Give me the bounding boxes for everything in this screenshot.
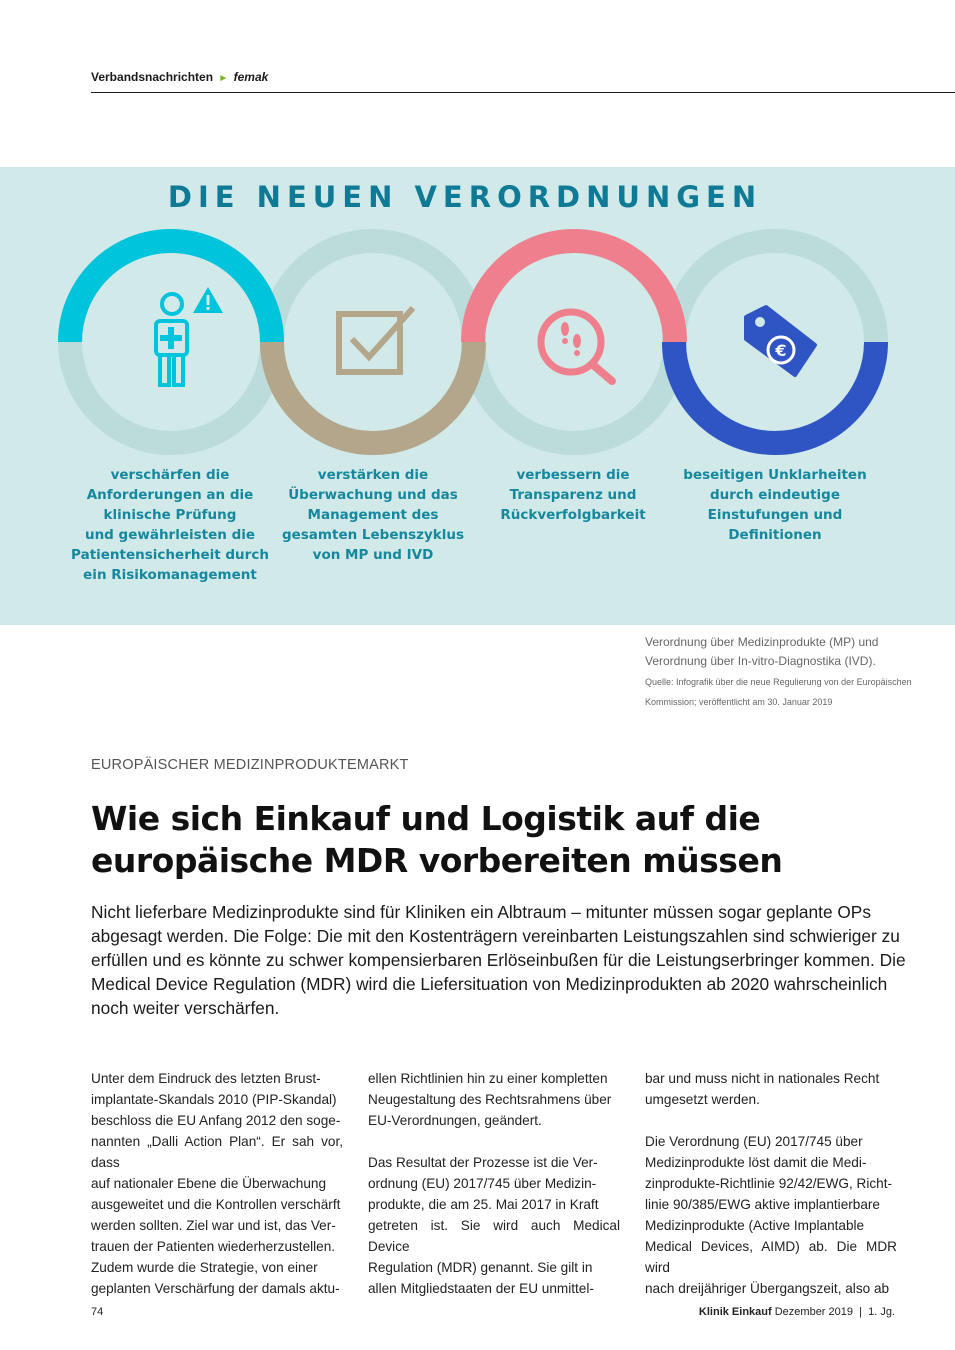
checkbox-icon <box>339 308 413 372</box>
article-column-1 <box>91 1068 343 1320</box>
paragraph: Die Verordnung (EU) 2017/745 über Medizinprodukte löst damit die Medi- zinprodukte-Richtlinie 92/42/EWG, Richt- linie 90/385/EWG aktive implantierbare Medizinprodukte (Active Implantable Medical Devices, AIMD) ab. Die MDR wird nach dreijähriger Übergangszeit, also ab <box>645 1134 897 1296</box>
article-column-2 <box>368 1068 620 1320</box>
caption-definitions: beseitigen Unklarheiten durch eindeutige Einstufungen und Definitionen <box>683 467 867 543</box>
source-description: Verordnung über Medizinprodukte (MP) und Verordnung über In-vitro-Diagnostika (IVD). <box>645 635 879 668</box>
section-label: Verbandsnachrichten <box>91 70 214 84</box>
ring-arc-cyan <box>70 241 272 342</box>
journal-name: Klinik Einkauf <box>698 1306 772 1318</box>
paragraph: bar und muss nicht in nationales Recht umgesetzt werden. <box>645 1071 880 1107</box>
triangle-right-icon: ► <box>218 73 229 84</box>
ring-arc-pink <box>473 241 675 342</box>
paragraph: Das Resultat der Prozesse ist die Ver- ordnung (EU) 2017/745 über Medizin- produkte, die am 25. Mai 2017 in Kraft getreten ist. Sie wird auch Medical Device Regulation (MDR) genannt. Sie gilt in allen Mitgliedstaaten der EU unmittel- <box>368 1155 620 1296</box>
patient-warning-icon <box>156 287 223 385</box>
infographic-rings <box>0 167 955 467</box>
article-kicker: EUROPÄISCHER MEDIZINPRODUKTEMARKT <box>91 757 409 773</box>
issue-info: Dezember 2019 | 1. Jg. <box>774 1306 895 1318</box>
svg-text:€: € <box>775 341 787 360</box>
caption-clinical-testing: verschärfen die Anforderungen an die klinische Prüfung und gewährleisten die Patientensicherheit durch ein Risikomanagement <box>71 467 269 583</box>
subsection-label: femak <box>233 70 269 84</box>
source-credit: Quelle: Infografik über die neue Regulierung von der Europäischen Kommission; veröffentlicht am 30. Januar 2019 <box>645 677 912 707</box>
infographic-source <box>645 633 915 712</box>
magnifier-footprints-icon <box>541 312 612 381</box>
page-number: 74 <box>91 1306 104 1318</box>
journal-footer <box>699 1306 895 1318</box>
header-divider <box>91 92 955 93</box>
article-lead: Nicht lieferbare Medizinprodukte sind für Kliniken ein Albtraum – mitunter müssen sogar geplante OPs abgesagt werden. Die Folge: Die mit den Kostenträgern vereinbarten Leistungszahlen sind schwieriger zu erfüllen und es könnte zu schwer kompensierbaren Erlöseinbußen für die Leistungserbringer kommen. Die Medical Device Regulation (MDR) wird die Liefersituation von Medizinprodukten ab 2020 wahrscheinlich noch weiter verschärfen. <box>91 902 906 1018</box>
running-header <box>91 70 268 84</box>
article-column-3 <box>645 1068 897 1320</box>
article-title: Wie sich Einkauf und Logistik auf die europäische MDR vorbereiten müssen <box>91 799 783 880</box>
euro-tag-icon <box>746 307 815 375</box>
infographic-title: DIE NEUEN VERORDNUNGEN <box>167 180 763 214</box>
paragraph: ellen Richtlinien hin zu einer kompletten Neugestaltung des Rechtsrahmens über EU-Verordnungen, geändert. <box>368 1071 612 1128</box>
ring-arc-taupe <box>272 342 474 443</box>
paragraph: Unter dem Eindruck des letzten Brust- implantate-Skandals 2010 (PIP-Skandal) beschloss die EU Anfang 2012 den soge- nannten „Dalli Action Plan“. Er sah vor, dass auf nationaler Ebene die Überwachung ausgeweitet und die Kontrollen verschärft werden sollten. Ziel war und ist, das Ver- trauen der Patienten wiederherzustellen. Zudem wurde die Strategie, von einer geplanten Verschärfung der damals aktu- <box>91 1071 343 1296</box>
caption-transparency: verbessern die Transparenz und Rückverfolgbarkeit <box>500 467 646 523</box>
caption-lifecycle-monitoring: verstärken die Überwachung und das Management des gesamten Lebenszyklus von MP und IVD <box>281 467 465 563</box>
